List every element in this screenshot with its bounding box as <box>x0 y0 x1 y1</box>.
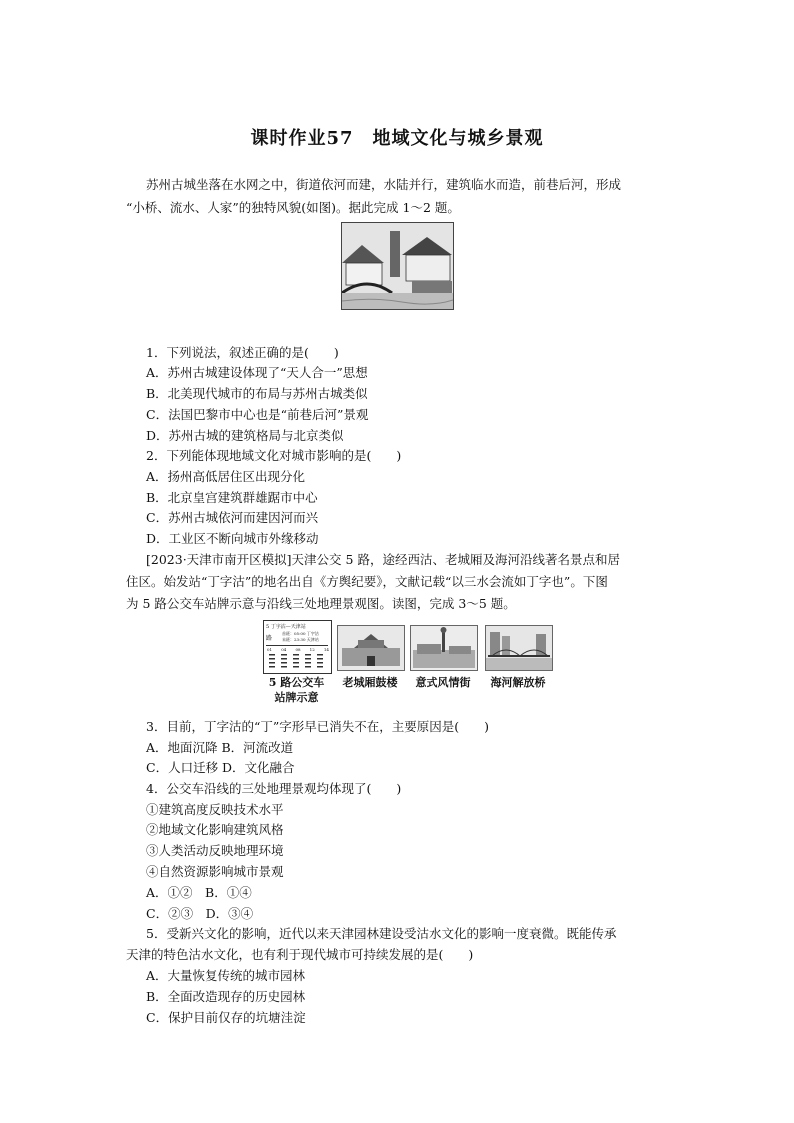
board-side-label: 路 <box>266 635 273 642</box>
q5-stem-line1: 5．受新兴文化的影响，近代以来天津园林建设受沽水文化的影响一度衰微。既能传承 <box>146 926 617 941</box>
q4-statement-2: ②地域文化影响建筑风格 <box>146 822 284 837</box>
board-num: 04 <box>281 647 287 652</box>
board-stop-numbers <box>267 647 329 652</box>
board-caption-line2: 站牌示意 <box>274 691 319 704</box>
italian-street-caption: 意式风情街 <box>415 676 471 689</box>
q2-option-b: B．北京皇宫建筑群雄踞市中心 <box>146 490 318 505</box>
jiefang-bridge-photo <box>485 625 553 671</box>
q5-option-c: C．保护目前仅存的坑塘洼淀 <box>146 1010 306 1025</box>
q1-option-b: B．北美现代城市的布局与苏州古城类似 <box>146 386 368 401</box>
board-last-bus: 末班：23:30 天津站 <box>282 637 319 642</box>
q2-option-d: D．工业区不断向城市外缘移动 <box>146 531 319 546</box>
q2-option-a: A．扬州高低居住区出现分化 <box>146 469 306 484</box>
q5-option-a: A．大量恢复传统的城市园林 <box>146 968 306 983</box>
suzhou-water-town-image <box>341 222 454 310</box>
q1-stem: 1．下列说法，叙述正确的是( ) <box>146 345 339 360</box>
q4-stem: 4．公交车沿线的三处地理景观均体现了( ) <box>146 781 402 796</box>
q4-statement-4: ④自然资源影响城市景观 <box>146 864 284 879</box>
drum-tower-caption: 老城厢鼓楼 <box>342 676 398 689</box>
q5-option-b: B．全面改造现存的历史园林 <box>146 989 306 1004</box>
board-stop-list-graphic <box>267 653 327 671</box>
q3-options-ab: A．地面沉降 B．河流改道 <box>146 740 294 755</box>
q2-option-c: C．苏州古城依河而建因河而兴 <box>146 510 319 525</box>
q1-option-d: D．苏州古城的建筑格局与北京类似 <box>146 428 344 443</box>
italian-street-photo <box>410 625 478 671</box>
q4-statement-3: ③人类活动反映地理环境 <box>146 843 284 858</box>
board-title: 5 丁字沽—天津站 <box>266 624 306 630</box>
q4-options-ab: A．①② B．①④ <box>146 885 252 900</box>
q5-stem-line2: 天津的特色沽水文化，也有利于现代城市可持续发展的是( ) <box>126 947 474 962</box>
q1-option-c: C．法国巴黎市中心也是“前巷后河”景观 <box>146 407 369 422</box>
intro2-line2: 住区。始发站“丁字沽”的地名出自《方舆纪要》，文献记载“以三水会流如丁字也”。下图 <box>126 574 608 589</box>
intro2-line1: [2023·天津市南开区模拟]天津公交 5 路，途经西沽、老城厢及海河沿线著名景点和居 <box>146 552 620 567</box>
q1-option-a: A．苏州古城建设体现了“天人合一”思想 <box>146 365 368 380</box>
board-caption-line1: 5 路公交车 <box>268 676 325 689</box>
jiefang-bridge-caption: 海河解放桥 <box>490 676 546 689</box>
board-num: 12 <box>309 647 315 652</box>
board-num: 01 <box>267 647 273 652</box>
board-num: 14 <box>323 647 329 652</box>
board-first-bus: 首班：05:00 丁字沽 <box>282 631 319 636</box>
board-num: 08 <box>295 647 301 652</box>
bus-stop-board <box>263 620 332 674</box>
q4-statement-1: ①建筑高度反映技术水平 <box>146 802 284 817</box>
intro2-line3: 为 5 路公交车站牌示意与沿线三处地理景观图。读图，完成 3～5 题。 <box>126 596 516 611</box>
intro1-line2: “小桥、流水、人家”的独特风貌(如图)。据此完成 1～2 题。 <box>126 200 460 215</box>
q2-stem: 2．下列能体现地域文化对城市影响的是( ) <box>146 448 402 463</box>
q4-options-cd: C．②③ D．③④ <box>146 906 254 921</box>
q3-options-cd: C．人口迁移 D．文化融合 <box>146 760 295 775</box>
intro1-line1: 苏州古城坐落在水网之中，街道依河而建，水陆并行，建筑临水而造，前巷后河，形成 <box>146 177 622 192</box>
page-title: 课时作业57 地域文化与城乡景观 <box>250 128 544 149</box>
drum-tower-photo <box>337 625 405 671</box>
q3-stem: 3．目前，丁字沽的“丁”字形早已消失不在，主要原因是( ) <box>146 719 489 734</box>
